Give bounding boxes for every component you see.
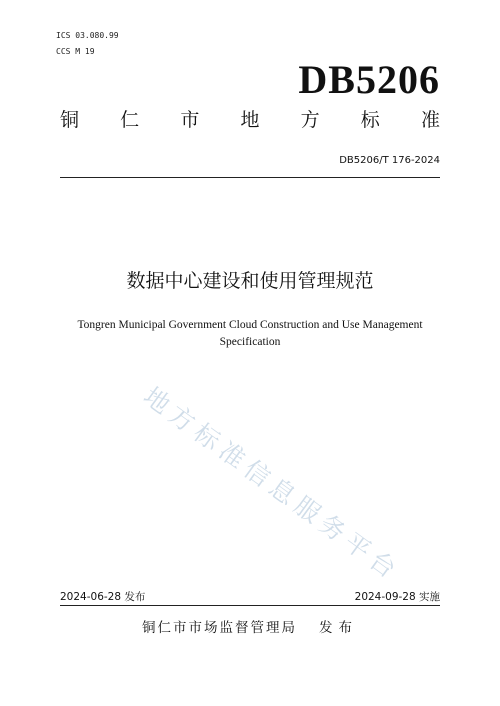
publish-label: 发布 [319, 620, 358, 636]
classification-codes [56, 28, 119, 60]
top-divider [60, 177, 440, 178]
standard-number: DB5206/T 176-2024 [339, 155, 440, 166]
standard-code: DB5206 [298, 57, 440, 102]
issuer-name: 铜仁市市场监督管理局 [142, 620, 297, 636]
ics-code: ICS 03.080.99 [56, 31, 119, 40]
platform-watermark: 地方标准信息服务平台 [138, 381, 407, 588]
category-char: 市 [180, 109, 200, 131]
document-title-english [50, 317, 450, 351]
english-title-line: Specification [219, 336, 281, 348]
category-char: 标 [360, 109, 380, 131]
category-char: 铜 [60, 109, 80, 131]
implementation-date: 2024-09-28 实施 [354, 591, 440, 603]
release-date: 2024-06-28 发布 [60, 591, 146, 603]
category-char: 准 [420, 109, 440, 131]
category-char: 方 [300, 109, 320, 131]
english-title-line: Tongren Municipal Government Cloud Construction and Use Management [77, 319, 423, 331]
standard-category-title [60, 108, 440, 132]
document-title-chinese: 数据中心建设和使用管理规范 [126, 270, 374, 292]
ccs-code: CCS M 19 [56, 47, 95, 56]
bottom-divider [60, 605, 440, 606]
category-char: 地 [240, 109, 260, 131]
category-char: 仁 [120, 109, 140, 131]
issuing-authority [0, 619, 500, 637]
